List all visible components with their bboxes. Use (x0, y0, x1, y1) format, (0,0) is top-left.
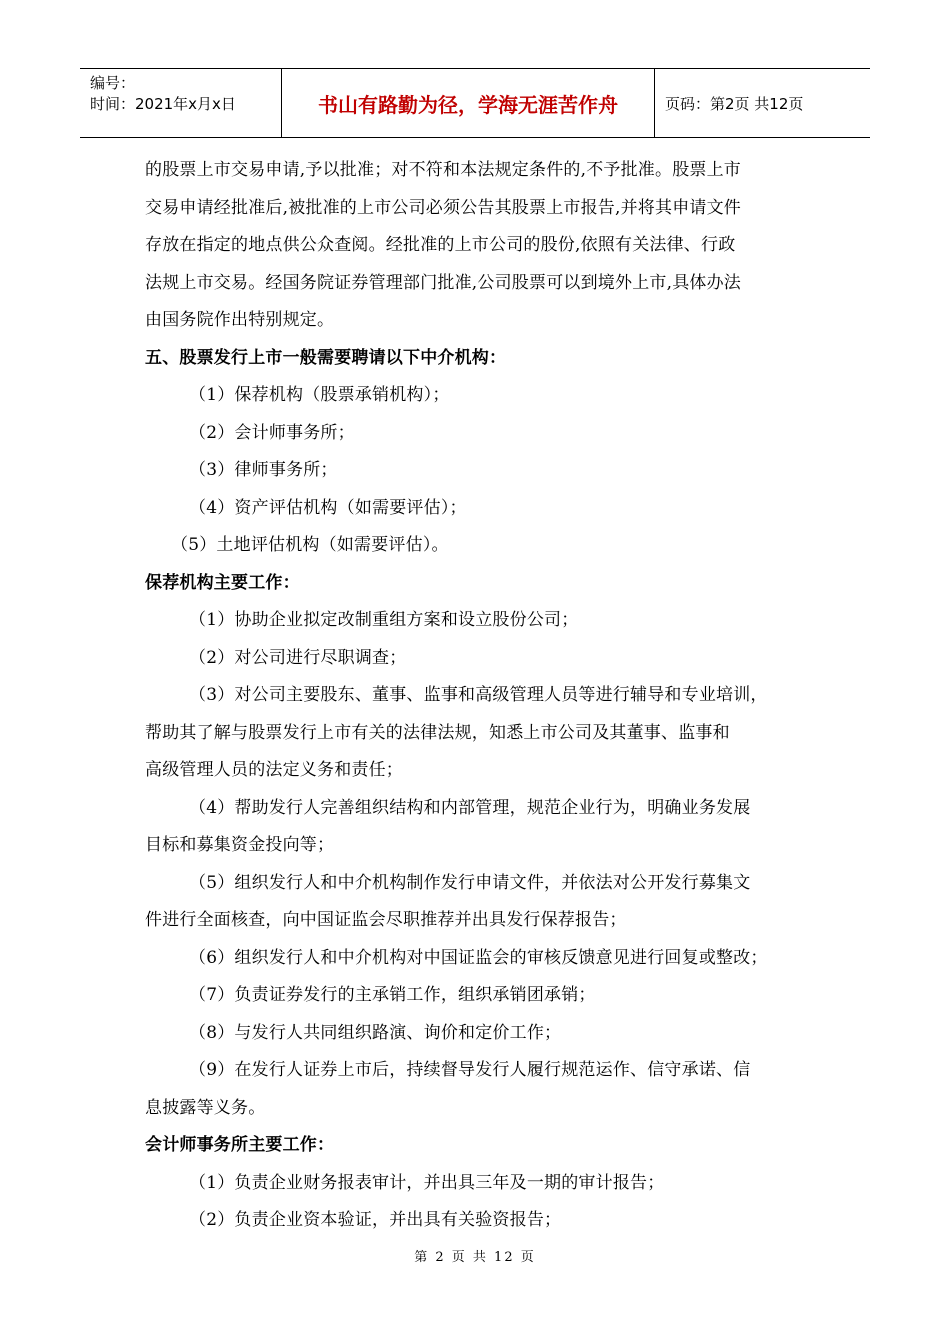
list-item: （5）土地评估机构（如需要评估）。 (171, 535, 449, 555)
body-line: 件进行全面核查，向中国证监会尽职推荐并出具发行保荐报告； (145, 910, 627, 930)
body-line: 法规上市交易。经国务院证券管理部门批准,公司股票可以到境外上市,具体办法 (145, 272, 742, 293)
header-meta (80, 69, 282, 137)
list-item: （3）律师事务所； (189, 460, 338, 480)
list-item: （1）保荐机构（股票承销机构）； (189, 385, 450, 405)
list-item: （8）与发行人共同组织路演、询价和定价工作； (189, 1022, 562, 1043)
list-item: （1）协助企业拟定改制重组方案和设立股份公司； (189, 610, 579, 630)
list-item: （2）对公司进行尽职调查； (189, 647, 407, 668)
list-item: （1）负责企业财务报表审计，并出具三年及一期的审计报告； (189, 1172, 665, 1193)
body-line: 的股票上市交易申请,予以批准；对不符和本法规定条件的,不予批准。股票上市 (145, 160, 742, 180)
header-motto: 书山有路勤为径，学海无涯苦作舟 (282, 69, 655, 137)
list-item: （9）在发行人证券上市后，持续督导发行人履行规范运作、信守承诺、信 (189, 1060, 751, 1080)
time-label: 时间：2021年x月x日 (90, 95, 236, 113)
body-line: 交易申请经批准后,被批准的上市公司必须公告其股票上市报告,并将其申请文件 (145, 197, 742, 218)
body-line: 目标和募集资金投向等； (145, 835, 335, 855)
page-footer: 第 2 页 共 12 页 (414, 1250, 536, 1265)
list-item: （5）组织发行人和中介机构制作发行申请文件，并依法对公开发行募集文 (189, 872, 751, 893)
list-item: （6）组织发行人和中介机构对中国证监会的审核反馈意见进行回复或整改； (189, 947, 768, 968)
section-heading: 会计师事务所主要工作： (145, 1135, 335, 1155)
document-body (145, 152, 825, 1240)
list-item: （4）资产评估机构（如需要评估）； (189, 497, 467, 518)
list-item: （4）帮助发行人完善组织结构和内部管理，规范企业行为，明确业务发展 (189, 797, 751, 818)
list-item: （7）负责证券发行的主承销工作，组织承销团承销； (189, 985, 596, 1005)
section-heading: 五、股票发行上市一般需要聘请以下中介机构： (145, 347, 507, 368)
header-table (80, 68, 870, 138)
body-line: 帮助其了解与股票发行上市有关的法律法规，知悉上市公司及其董事、监事和 (145, 722, 730, 743)
list-item: （3）对公司主要股东、董事、监事和高级管理人员等进行辅导和专业培训， (189, 685, 768, 705)
list-item: （2）负责企业资本验证，并出具有关验资报告； (189, 1210, 562, 1230)
section-heading: 保荐机构主要工作： (145, 572, 300, 593)
body-line: 息披露等义务。 (145, 1097, 266, 1118)
body-line: 高级管理人员的法定义务和责任； (145, 760, 403, 780)
header-page-info: 页码：第2页 共12页 (665, 94, 804, 113)
body-line: 由国务院作出特别规定。 (145, 310, 335, 330)
number-label: 编号： (90, 74, 136, 92)
list-item: （2）会计师事务所； (189, 422, 355, 443)
body-line: 存放在指定的地点供公众查阅。经批准的上市公司的股份,依照有关法律、行政 (145, 235, 736, 255)
